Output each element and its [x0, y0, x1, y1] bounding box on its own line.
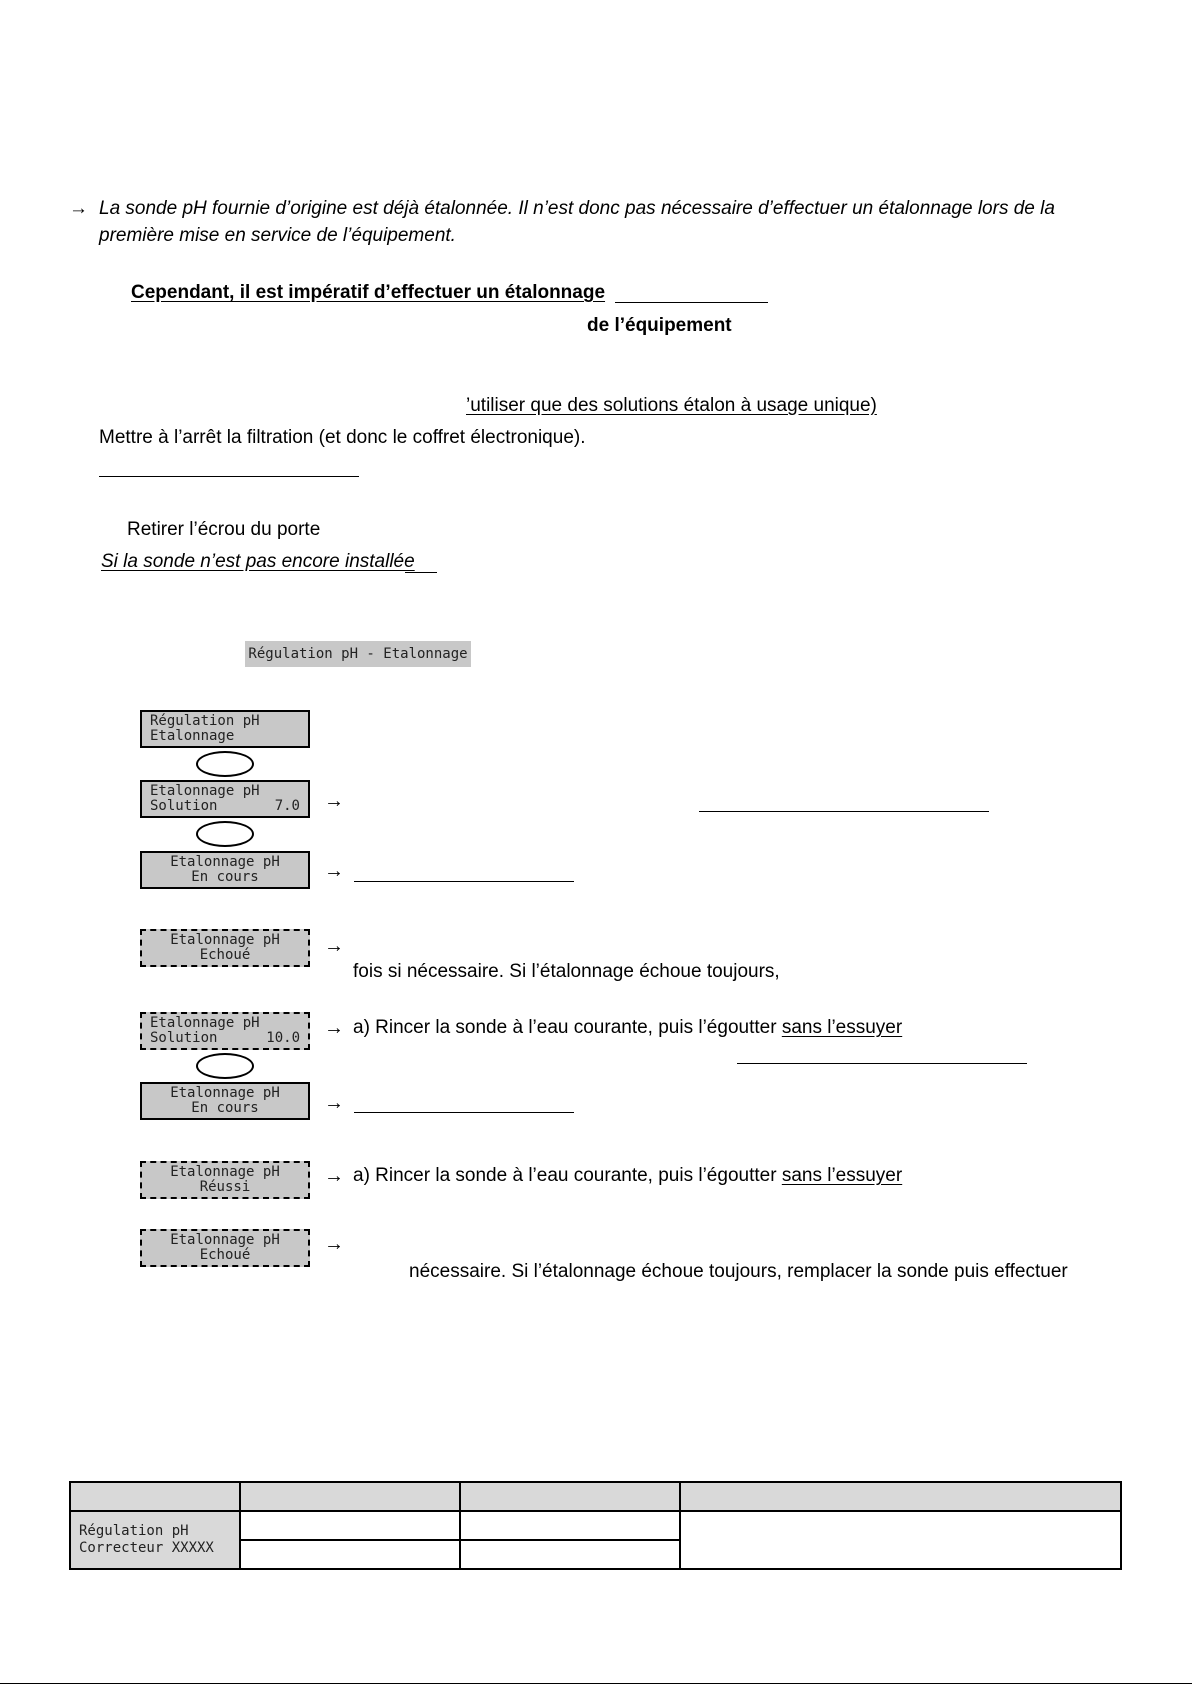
- stop-filtration-text: Mettre à l’arrêt la filtration (et donc le coffret électronique).: [99, 427, 586, 448]
- blank-rule: [737, 1063, 1027, 1064]
- lcd-line-2: Réussi: [199, 1179, 251, 1195]
- intro-line-1: La sonde pH fournie d’origine est déjà étalonnée. Il n’est donc pas nécessaire d’effectuer un étalonnage lors de la: [99, 198, 1055, 219]
- menu-path-label: Régulation pH - Etalonnage: [245, 641, 471, 667]
- fail-1-text: fois si nécessaire. Si l’étalonnage échoue toujours,: [353, 961, 780, 982]
- lcd-line-1: Etalonnage pH: [170, 932, 280, 948]
- lcd-screen-regulation: [140, 710, 310, 748]
- lcd-line-1: Etalonnage pH: [170, 1085, 280, 1101]
- lcd-line-2: Echoué: [199, 947, 251, 963]
- lcd-line-2: Echoué: [199, 1247, 251, 1263]
- lcd-line-1: Etalonnage pH: [170, 854, 280, 870]
- confirm-button-oval: [196, 821, 254, 847]
- table-cell: [240, 1511, 460, 1540]
- blank-rule: [405, 572, 437, 573]
- table-header-cell: [680, 1482, 1121, 1511]
- remove-nut-text: Retirer l’écrou du porte: [127, 519, 321, 540]
- lcd-screen-in-progress: [140, 1082, 310, 1120]
- lcd-screen-success: [140, 1161, 310, 1199]
- rinse-2-text: a) Rincer la sonde à l’eau courante, puis l’égoutter: [353, 1165, 777, 1186]
- rinse-text: a) Rincer la sonde à l’eau courante, puis l’égoutter: [353, 1017, 777, 1038]
- table-label-line-1: Régulation pH: [79, 1523, 189, 1539]
- notice-line-2: de l’équipement: [587, 315, 732, 336]
- table-cell: [460, 1540, 680, 1569]
- step-arrow: →: [324, 1017, 344, 1039]
- lcd-line-1: Régulation pH: [150, 713, 260, 729]
- lcd-screen-solution-10: [140, 1012, 310, 1050]
- intro-line-2: première mise en service de l’équipement.: [99, 225, 456, 246]
- footer-table: [69, 1481, 1122, 1570]
- fail-2-text: nécessaire. Si l’étalonnage échoue toujours, remplacer la sonde puis effectuer: [409, 1261, 1068, 1282]
- lcd-screen-failed: [140, 929, 310, 967]
- table-cell: [460, 1511, 680, 1540]
- lcd-line-2: En cours: [191, 869, 259, 885]
- confirm-button-oval: [196, 1053, 254, 1079]
- rinse-2-underlined: sans l’essuyer: [781, 1165, 903, 1186]
- step-arrow: →: [324, 1092, 344, 1114]
- page-bottom-rule: [0, 1683, 1192, 1684]
- table-cell: [240, 1540, 460, 1569]
- step-arrow: →: [324, 1233, 344, 1255]
- table-row: [70, 1511, 1121, 1540]
- blank-rule: [354, 881, 574, 882]
- solutions-note: ’utiliser que des solutions étalon à usage unique): [466, 395, 877, 416]
- table-header-cell: [460, 1482, 680, 1511]
- step-arrow: →: [324, 935, 344, 957]
- lcd-screen-solution-7: [140, 780, 310, 818]
- table-label-line-2: Correcteur XXXXX: [79, 1540, 214, 1556]
- lcd-line-2: En cours: [191, 1100, 259, 1116]
- lcd-line-2: Etalonnage: [150, 728, 235, 744]
- lcd-line-1: Etalonnage pH: [150, 1015, 260, 1031]
- step-arrow: →: [324, 1165, 344, 1187]
- blank-rule: [354, 1112, 574, 1113]
- lcd-screen-in-progress: [140, 851, 310, 889]
- step-arrow: →: [324, 860, 344, 882]
- rinse-underlined: sans l’essuyer: [781, 1017, 903, 1038]
- blank-rule: [99, 476, 359, 477]
- lcd-line-2-label: Solution: [150, 1030, 218, 1046]
- blank-rule: [699, 811, 989, 812]
- table-header-row: [70, 1482, 1121, 1511]
- step-arrow: →: [324, 790, 344, 812]
- lcd-line-2-value: 7.0: [274, 798, 300, 814]
- probe-not-installed-text: Si la sonde n’est pas encore installée: [101, 551, 415, 572]
- lcd-screen-failed: [140, 1229, 310, 1267]
- notice-line-1: Cependant, il est impératif d’effectuer un étalonnage: [131, 282, 606, 303]
- table-header-cell: [240, 1482, 460, 1511]
- confirm-button-oval: [196, 751, 254, 777]
- blank-rule: [615, 302, 768, 303]
- table-header-cell: [70, 1482, 240, 1511]
- lcd-line-1: Etalonnage pH: [170, 1164, 280, 1180]
- table-cell: [680, 1511, 1121, 1569]
- lcd-line-1: Etalonnage pH: [170, 1232, 280, 1248]
- intro-arrow: →: [69, 198, 88, 219]
- table-label-cell: [70, 1511, 240, 1569]
- lcd-line-2-label: Solution: [150, 798, 218, 814]
- lcd-line-2-value: 10.0: [266, 1030, 300, 1046]
- lcd-line-1: Etalonnage pH: [150, 783, 260, 799]
